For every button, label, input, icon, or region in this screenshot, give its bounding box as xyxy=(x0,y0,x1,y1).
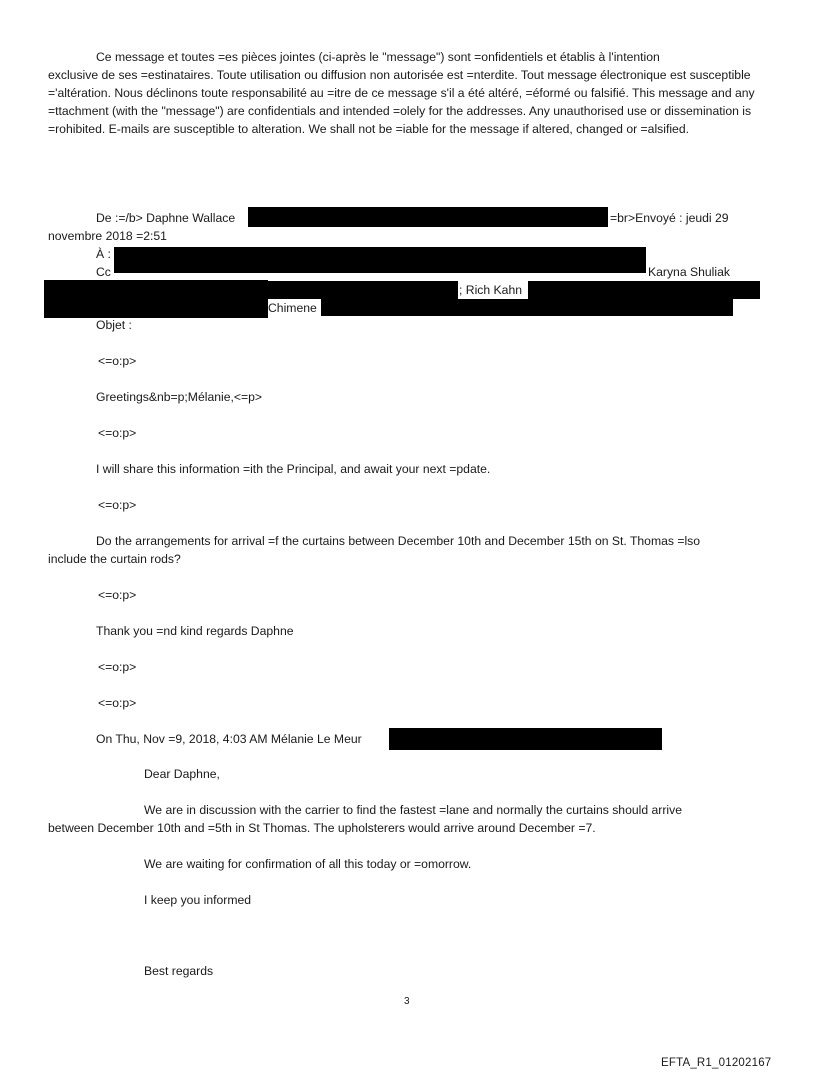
quoted-line: We are in discussion with the carrier to find the fastest =lane and normally the curtains should arrive xyxy=(144,803,682,817)
cc-recipient: ; Rich Kahn xyxy=(459,283,523,297)
op-tag: <=o:p> xyxy=(98,696,137,710)
redaction-quote-email xyxy=(389,728,662,750)
quoted-salutation: Dear Daphne, xyxy=(144,767,220,781)
to-label: À : xyxy=(96,247,111,261)
sign-off: Thank you =nd kind regards Daphne xyxy=(96,624,294,638)
op-tag: <=o:p> xyxy=(98,588,137,602)
bates-number: EFTA_R1_01202167 xyxy=(661,1057,772,1069)
subject-label: Objet : xyxy=(96,318,132,332)
message-line: Do the arrangements for arrival =f the curtains between December 10th and December 15th on St. Thomas =lso xyxy=(96,534,701,548)
quoted-line: I keep you informed xyxy=(144,893,252,907)
redaction-cc-right xyxy=(528,281,760,299)
quoted-closing: Best regards xyxy=(144,964,214,978)
message-line: I will share this information =ith the Principal, and await your next =pdate. xyxy=(96,462,491,476)
redaction-sender-email xyxy=(248,207,608,227)
op-tag: <=o:p> xyxy=(98,498,137,512)
disclaimer-text: exclusive de ses =estinataires. Toute utilisation ou diffusion non autorisée est =nterdite. Tout message électronique est susceptible ='altération. Nous déclinons toute responsabilité au =itre de ce message s'il a été altéré, =éformé ou falsifié. This message and any =ttachment (with the "message") are confidentials and intended =olely for the addresses. Any unauthorised use or dissemination is =rohibited. E-mails are susceptible to alteration. We shall not be =iable for the message if altered, changed or =alsified. xyxy=(48,68,755,136)
sent-date: novembre 2018 =2:51 xyxy=(48,229,167,243)
sent-label: =br>Envoyé : jeudi 29 xyxy=(610,211,729,225)
redaction-to xyxy=(114,247,646,273)
quoted-line: We are waiting for confirmation of all this today or =omorrow. xyxy=(144,857,472,871)
page-number: 3 xyxy=(404,996,410,1007)
quote-header: On Thu, Nov =9, 2018, 4:03 AM Mélanie Le Meur xyxy=(96,732,362,746)
op-tag: <=o:p> xyxy=(98,660,137,674)
redaction-cc-left xyxy=(44,280,268,318)
cc-label: Cc xyxy=(96,265,111,279)
quoted-line: between December 10th and =5th in St Thomas. The upholsterers would arrive around December =7. xyxy=(48,821,596,835)
from-label: De :=/b> Daphne Wallace xyxy=(96,211,236,225)
greeting: Greetings&nb=p;Mélanie,<=p> xyxy=(96,390,263,404)
disclaimer-first-line: Ce message et toutes =es pièces jointes (ci-après le "message") sont =onfidentiels et établis à l'intention xyxy=(96,50,660,64)
message-line: include the curtain rods? xyxy=(48,552,181,566)
cc-recipient: Chimene xyxy=(268,301,317,315)
op-tag: <=o:p> xyxy=(98,426,137,440)
redaction-cc-middle xyxy=(268,281,458,299)
op-tag: <=o:p> xyxy=(98,354,137,368)
cc-recipient: Karyna Shuliak xyxy=(648,265,730,279)
redaction-cc-last xyxy=(321,299,733,316)
